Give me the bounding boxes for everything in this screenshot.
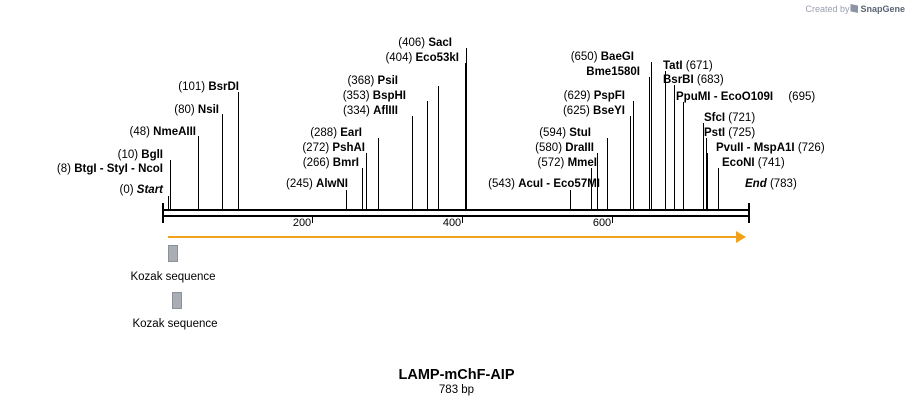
enzyme-name: BaeGI (600, 51, 634, 63)
enzyme-name: PspFI (593, 90, 625, 102)
enzyme-name: BspHI (372, 90, 406, 102)
enzyme-position: (245) (285, 178, 313, 190)
start-position: (0) (119, 184, 134, 196)
enzyme-name: StuI (569, 127, 591, 139)
enzyme-name: PsiI (377, 75, 398, 87)
leader-bsphi (427, 101, 428, 209)
ruler-label-400: 400 (442, 217, 462, 229)
feature-label-kozak-1: Kozak sequence (130, 271, 216, 283)
enzyme-label-stui (539, 127, 591, 139)
credit-brand: SnapGene (860, 4, 905, 14)
enzyme-name: BsrDI (208, 81, 239, 93)
plasmid-title: LAMP-mChF-AIP (398, 367, 515, 383)
enzyme-name: TatI (663, 60, 683, 72)
start-name: Start (136, 184, 163, 196)
enzyme-label-sfci (704, 112, 755, 124)
enzyme-label-pshai (302, 142, 365, 154)
enzyme-position: (80) (174, 104, 195, 116)
leader-bmri (362, 168, 363, 209)
enzyme-label-bme1580i (586, 66, 640, 78)
enzyme-label-saci (398, 37, 452, 49)
enzyme-name: PstI (704, 127, 726, 139)
leader-bgli (170, 160, 171, 209)
enzyme-name: BsrBI (663, 74, 694, 86)
enzyme-position: (266) (302, 157, 330, 169)
enzyme-position: (594) (539, 127, 567, 139)
feature-box-kozak-1[interactable] (168, 245, 178, 262)
enzyme-position: (572) (537, 157, 565, 169)
credit-prefix: Created by (805, 4, 850, 14)
enzyme-name: BmrI (332, 157, 359, 169)
enzyme-position: (625) (562, 105, 590, 117)
leader-acui (570, 190, 571, 209)
enzyme-label-econi (722, 157, 785, 169)
enzyme-position: (404) (385, 52, 413, 64)
leader-bme1580i (649, 77, 650, 209)
enzyme-label-nmeaiii (130, 126, 196, 138)
enzyme-position: (543) (488, 178, 515, 190)
leader-saci (466, 48, 467, 209)
enzyme-position: (695) (788, 91, 816, 103)
enzyme-position: (272) (302, 142, 330, 154)
enzyme-name: EarI (340, 127, 362, 139)
enzyme-position: (629) (563, 90, 591, 102)
enzyme-label-mmei (538, 157, 597, 169)
feature-arrow-line (168, 236, 736, 238)
backbone-start-cap (162, 203, 164, 223)
enzyme-label-draiii (535, 142, 594, 154)
leader-psii (438, 86, 439, 209)
leader-stui (607, 138, 608, 209)
enzyme-label-bseyi (563, 105, 625, 117)
enzyme-label-nsii (174, 104, 219, 116)
enzyme-position: (334) (343, 105, 370, 117)
leader-eari (378, 138, 379, 209)
enzyme-position: (8) (56, 163, 71, 175)
enzyme-label-pspfi (564, 90, 625, 102)
enzyme-name: SacI (428, 37, 452, 49)
leader-econi (718, 168, 719, 209)
leader-bsrbi (674, 85, 675, 209)
enzyme-label-baegi (571, 51, 634, 63)
enzyme-label-bsphi (343, 90, 406, 102)
enzyme-position: (683) (696, 74, 724, 86)
ruler-tick-600 (612, 217, 613, 223)
enzyme-name: AlwNI (316, 178, 348, 190)
enzyme-name: AcuI - Eco57MI (518, 178, 600, 190)
enzyme-name: PshAI (332, 142, 365, 154)
feature-arrow-head (736, 231, 746, 243)
enzyme-name: PvuII - MspA1I (716, 142, 795, 154)
ruler-label-200: 200 (292, 217, 312, 229)
enzyme-name: MmeI (567, 157, 597, 169)
feature-label-kozak-2: Kozak sequence (132, 318, 218, 330)
ruler-tick-400 (462, 217, 463, 223)
leader-afliii (412, 116, 413, 209)
leader-btgi (168, 196, 169, 209)
enzyme-name: NsiI (197, 104, 219, 116)
leader-nsii (222, 114, 223, 209)
sequence-backbone (162, 209, 750, 217)
end-name: End (745, 178, 767, 190)
enzyme-position: (353) (342, 90, 370, 102)
enzyme-label-ppumi-ecoo109i (676, 91, 815, 103)
leader-pvuii (707, 153, 708, 209)
enzyme-label-tati (663, 60, 713, 72)
enzyme-label-bgli (118, 149, 163, 161)
backbone-end-cap (748, 203, 750, 223)
snapgene-credit (805, 4, 905, 14)
leader-bsrdi (238, 92, 239, 209)
enzyme-label-bsrdi (178, 81, 239, 93)
enzyme-position: (48) (129, 126, 150, 138)
enzyme-label-alwni (286, 178, 348, 190)
leader-ppumi (683, 102, 684, 209)
label-end (745, 178, 797, 190)
enzyme-label-btgi-styi-ncoi (57, 163, 163, 175)
enzyme-name: BglI (141, 149, 163, 161)
leader-alwni (346, 190, 347, 209)
enzyme-label-bsrbi (663, 74, 724, 86)
enzyme-label-acui-eco57mi (488, 178, 600, 190)
enzyme-position: (741) (757, 157, 785, 169)
enzyme-label-eari (310, 127, 362, 139)
leader-nmeaiii (198, 136, 199, 209)
leader-bseyi (630, 116, 631, 209)
enzyme-position: (101) (178, 81, 206, 93)
enzyme-label-psii (347, 75, 398, 87)
enzyme-label-afliii (343, 105, 398, 117)
enzyme-name: NmeAIII (153, 126, 196, 138)
leader-tati (665, 71, 666, 209)
enzyme-name: AflIII (373, 105, 398, 117)
enzyme-name: PpuMI - EcoO109I (676, 91, 774, 103)
enzyme-position: (726) (797, 142, 825, 154)
enzyme-position: (368) (347, 75, 375, 87)
enzyme-name: EcoNI (722, 157, 755, 169)
enzyme-position: (580) (535, 142, 563, 154)
leader-baegi (651, 62, 652, 209)
enzyme-position: (721) (728, 112, 756, 124)
enzyme-label-eco53ki (385, 52, 459, 64)
leader-pshai (366, 153, 367, 209)
enzyme-name: Bme1580I (586, 66, 640, 78)
ruler-label-600: 600 (592, 217, 612, 229)
enzyme-label-psti (704, 127, 755, 139)
label-start (120, 184, 163, 196)
ruler-tick-200 (312, 217, 313, 223)
enzyme-label-pvuii-mspa1i (716, 142, 825, 154)
enzyme-name: BtgI - StyI - NcoI (74, 163, 163, 175)
enzyme-name: SfcI (704, 112, 726, 124)
enzyme-position: (671) (685, 60, 713, 72)
enzyme-name: Eco53kI (415, 52, 459, 64)
enzyme-label-bmri (303, 157, 359, 169)
feature-box-kozak-2[interactable] (172, 292, 182, 309)
enzyme-position: (288) (310, 127, 338, 139)
enzyme-position: (406) (398, 37, 426, 49)
enzyme-name: BseYI (593, 105, 625, 117)
enzyme-position: (650) (570, 51, 598, 63)
enzyme-name: DraIII (565, 142, 594, 154)
enzyme-position: (725) (728, 127, 756, 139)
enzyme-position: (10) (117, 149, 139, 161)
end-position: (783) (769, 178, 797, 190)
plasmid-length: 783 bp (438, 384, 475, 396)
snapgene-logo-icon (850, 4, 858, 13)
leader-pspfi (633, 101, 634, 209)
